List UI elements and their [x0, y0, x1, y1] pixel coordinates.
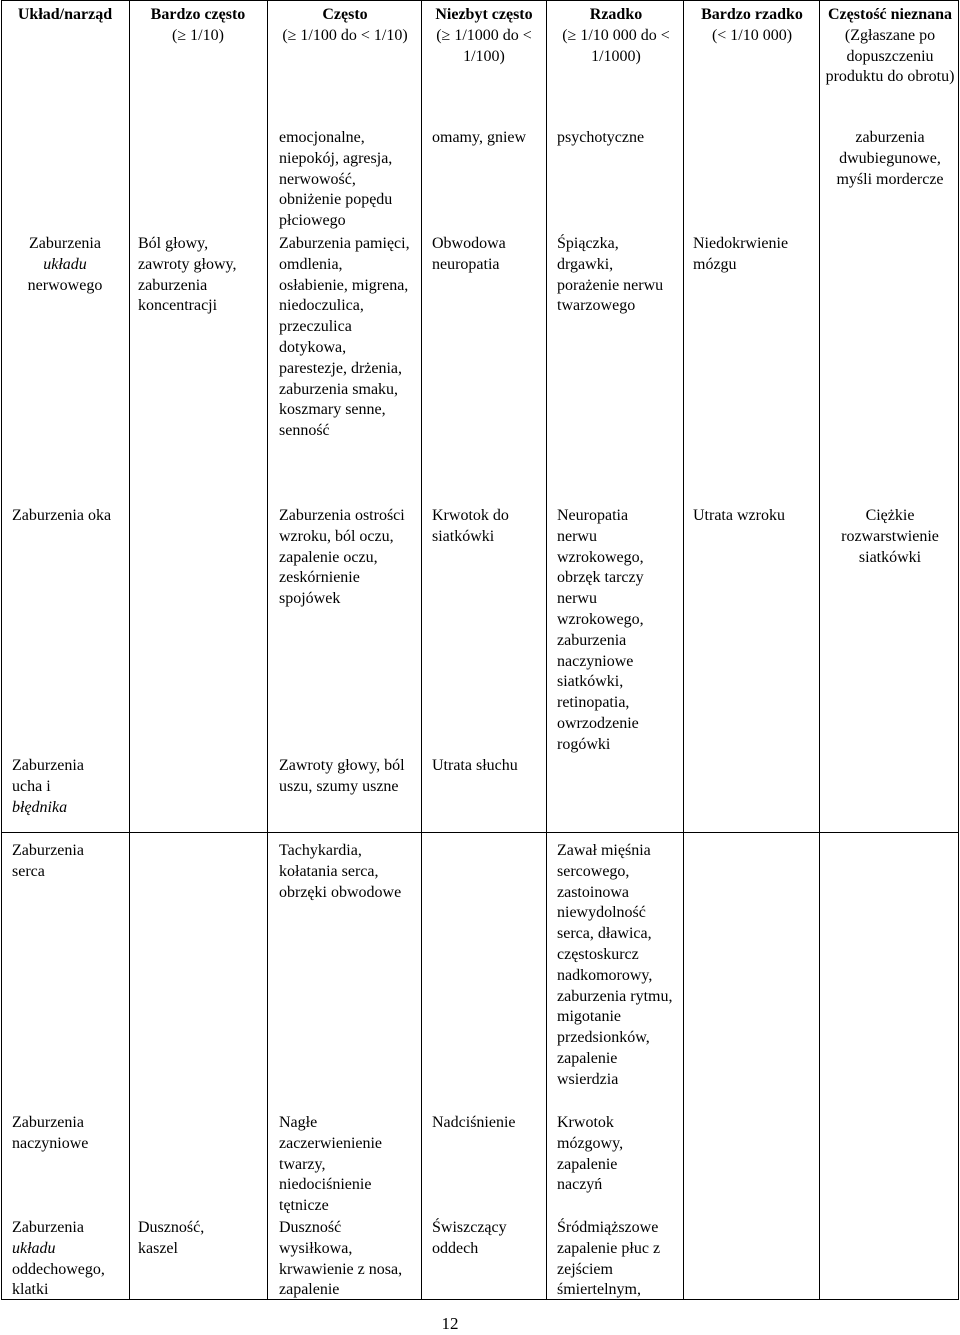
respiratory-rare: Śródmiąższowe zapalenie płuc z zejściem śmiertelnym, — [557, 1219, 661, 1299]
nervous-common: Zaburzenia pamięci, omdlenia, osłabienie, migrena, niedoczulica, przeczulica dotykowa, parestezje, drżenia, zaburzenia smaku, koszmary senne, senność — [279, 235, 410, 440]
grid-line — [129, 0, 130, 1300]
grid-line — [819, 0, 820, 1300]
grid-line — [683, 0, 684, 1300]
eye-rare: Neuropatia nerwu wzrokowego, obrzęk tarczy nerwu wzrokowego, zaburzenia naczyniowe siatkówki, retinopatia, owrzodzenie rogówki — [557, 507, 644, 753]
header-very-rare-range: (< 1/10 000) — [711, 26, 793, 44]
nervous-label-line1: Zaburzenia — [29, 235, 101, 252]
grid-line — [958, 0, 959, 1300]
nervous-label-line2: układu — [43, 255, 87, 273]
psych-common: emocjonalne, niepokój, agresja, nerwowość, obniżenie popędu płciowego — [279, 129, 393, 230]
header-very-common — [133, 5, 263, 47]
eye-common: Zaburzenia ostrości wzroku, ból oczu, zapalenie oczu, zeskórnienie spojówek — [279, 507, 405, 608]
grid-line — [1, 1299, 959, 1300]
header-unknown-title: Częstość nieznana — [828, 6, 952, 23]
respiratory-common: Duszność wysiłkowa, krwawienie z nosa, zapalenie — [279, 1219, 403, 1299]
header-common-range: (≥ 1/100 do < 1/10) — [282, 26, 408, 44]
psych-rare: psychotyczne — [557, 129, 645, 146]
eye-unknown: Ciężkie rozwarstwienie siatkówki — [841, 507, 939, 566]
vascular-rare: Krwotok mózgowy, zapalenie naczyń — [557, 1114, 624, 1194]
header-uncommon — [425, 5, 543, 67]
nervous-rare: Śpiączka, drgawki, porażenie nerwu twarzowego — [557, 235, 664, 315]
grid-line — [1, 832, 959, 833]
grid-line — [1, 0, 2, 1300]
eye-label: Zaburzenia oka — [12, 507, 112, 524]
nervous-very-common: Ból głowy, zawroty głowy, zaburzenia koncentracji — [138, 235, 237, 315]
respiratory-uncommon: Świszczący oddech — [432, 1219, 507, 1257]
resp-label-line1: Zaburzenia — [12, 1219, 84, 1236]
grid-line — [267, 0, 268, 1300]
ear-label-line2: błędnika — [12, 798, 68, 816]
adverse-reactions-table — [1, 0, 959, 1300]
header-very-rare-title: Bardzo rzadko — [701, 6, 803, 23]
header-common — [277, 5, 413, 47]
header-uncommon-title: Niezbyt często — [435, 6, 533, 23]
header-unknown-note: (Zgłaszane po dopuszczeniu produktu do obrotu) — [825, 26, 955, 86]
header-unknown — [823, 5, 957, 88]
nervous-label-line3: nerwowego — [27, 276, 103, 294]
header-organ-system-text: Układ/narząd — [17, 6, 113, 23]
nervous-system-label — [5, 234, 125, 296]
header-organ-system — [5, 5, 125, 26]
header-uncommon-range: (≥ 1/1000 do < 1/100) — [436, 26, 532, 65]
vascular-label: Zaburzenia naczyniowe — [12, 1114, 89, 1152]
respiratory-very-common: Duszność, kaszel — [138, 1219, 205, 1257]
grid-line — [546, 0, 547, 1300]
grid-line — [1, 0, 959, 1]
header-very-common-range: (≥ 1/10) — [172, 26, 224, 44]
grid-line — [421, 0, 422, 1300]
ear-label-line1: Zaburzenia ucha i — [12, 757, 84, 795]
respiratory-label — [12, 1218, 126, 1301]
heart-label: Zaburzenia serca — [12, 842, 84, 880]
vascular-uncommon: Nadciśnienie — [432, 1114, 516, 1131]
ear-uncommon: Utrata słuchu — [432, 757, 518, 774]
header-rare-title: Rzadko — [589, 6, 643, 23]
header-very-common-title: Bardzo często — [150, 6, 246, 23]
ear-common: Zawroty głowy, ból uszu, szumy uszne — [279, 757, 405, 795]
page-number: 12 — [441, 1314, 459, 1333]
header-very-rare — [687, 5, 817, 47]
vascular-common: Nagłe zaczerwienienie twarzy, niedociśnienie tętnicze — [279, 1114, 383, 1215]
heart-rare: Zawał mięśnia sercowego, zastoinowa niewydolność serca, dławica, częstoskurcz nadkomorowy, zaburzenia rytmu, migotanie przedsionków, zapalenie wsierdzia — [557, 842, 673, 1088]
psych-uncommon: omamy, gniew — [432, 129, 527, 146]
eye-uncommon: Krwotok do siatkówki — [432, 507, 509, 545]
eye-very-rare: Utrata wzroku — [693, 507, 785, 524]
header-rare — [553, 5, 679, 67]
heart-common: Tachykardia, kołatania serca, obrzęki obwodowe — [279, 842, 402, 901]
header-common-title: Często — [322, 6, 368, 23]
resp-label-line3: oddechowego, klatki — [12, 1260, 105, 1299]
header-rare-range: (≥ 1/10 000 do < 1/1000) — [562, 26, 670, 65]
ear-label — [12, 756, 126, 818]
resp-label-line2: układu — [12, 1239, 56, 1257]
psych-unknown: zaburzenia dwubiegunowe, myśli mordercze — [836, 129, 944, 188]
nervous-very-rare: Niedokrwienie mózgu — [693, 235, 789, 273]
nervous-uncommon: Obwodowa neuropatia — [432, 235, 506, 273]
